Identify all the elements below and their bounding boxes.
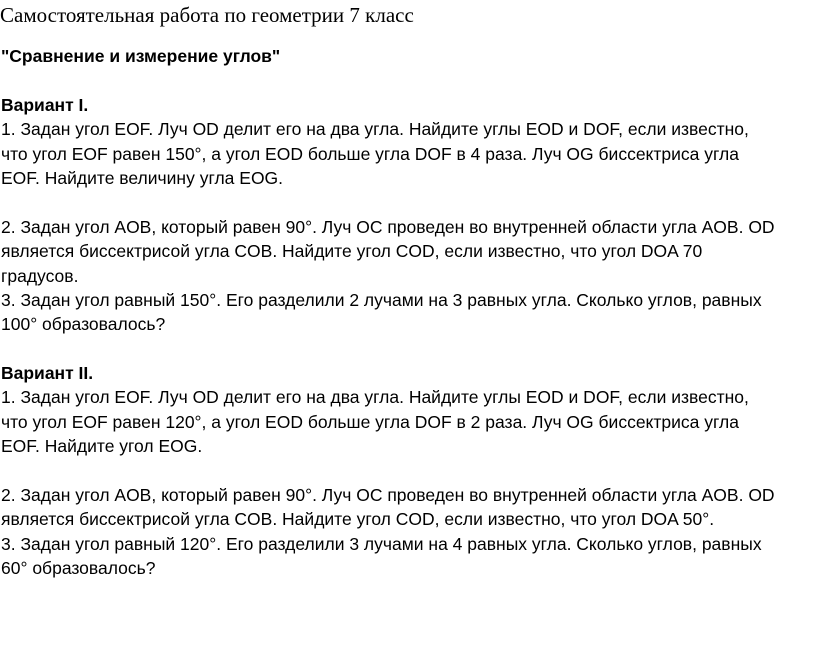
variant-1-task-2-line-1: 2. Задан угол AOB, который равен 90°. Луч OC проведен во внутренней области угла AOB. OD [1, 216, 775, 237]
spacer [1, 459, 813, 483]
variant-2-task-1-line-2: что угол EOF равен 120°, а угол EOD больше угла DOF в 2 раза. Луч OG биссектриса угла [1, 411, 739, 432]
variant-1-task-1-line-2: что угол EOF равен 150°, а угол EOD больше угла DOF в 4 раза. Луч OG биссектриса угла [1, 143, 739, 164]
variant-2-task-1-line-3: EOF. Найдите угол EOG. [1, 436, 203, 457]
variant-1-task-3-line-2: 100° образовалось? [1, 314, 166, 335]
variant-1-task-2-line-2: является биссектрисой угла COB. Найдите угол COD, если известно, что угол DOA 70 [1, 241, 703, 262]
variant-1-task-1-line-3: EOF. Найдите величину угла EOG. [1, 167, 284, 188]
variant-1-task-1-line-1: 1. Задан угол EOF. Луч OD делит его на два угла. Найдите углы EOD и DOF, если известно, [1, 119, 749, 140]
variant-2-task-3-line-2: 60° образовалось? [1, 558, 156, 579]
variant-1-task-3-line-1: 3. Задан угол равный 150°. Его разделили 2 лучами на 3 равных угла. Сколько углов, равных [1, 289, 762, 310]
spacer [1, 190, 813, 214]
spacer [1, 68, 813, 92]
variant-2-heading: Вариант II. [1, 363, 94, 384]
variant-2-task-1-line-1: 1. Задан угол EOF. Луч OD делит его на два угла. Найдите углы EOD и DOF, если известно, [1, 387, 749, 408]
variant-2-task-3-line-1: 3. Задан угол равный 120°. Его разделили 3 лучами на 4 равных угла. Сколько углов, равных [1, 533, 762, 554]
spacer [1, 337, 813, 361]
topic-heading: "Сравнение и измерение углов" [1, 46, 281, 66]
document-title: Самостоятельная работа по геометрии 7 класс [0, 3, 414, 27]
variant-2-task-2-line-2: является биссектрисой угла COB. Найдите угол COD, если известно, что угол DOA 50°. [1, 509, 715, 530]
document-body [1, 44, 813, 581]
variant-1-task-2-line-3: градусов. [1, 265, 79, 286]
variant-1-heading: Вариант I. [1, 94, 89, 115]
variant-2-task-2-line-1: 2. Задан угол AOB, который равен 90°. Луч OC проведен во внутренней области угла AOB. OD [1, 485, 775, 506]
